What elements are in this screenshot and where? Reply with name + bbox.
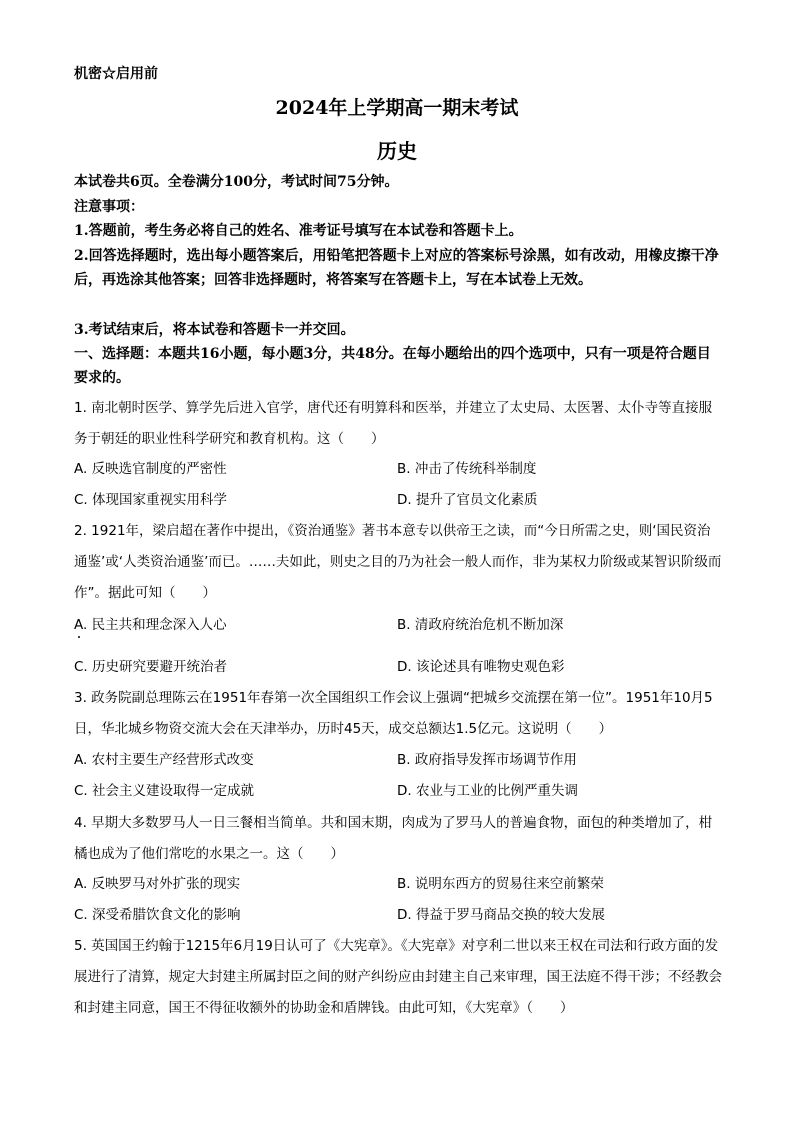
question-option: D. 得益于罗马商品交换的较大发展	[397, 907, 605, 923]
question-option: B. 清政府统治危机不断加深	[397, 617, 564, 633]
section-heading: 一、选择题：本题共16小题，每小题3分，共48分。在每小题给出的四个选项中，只有一项是符合题目要求的。	[74, 346, 711, 386]
note-item: 2.回答选择题时，选出每小题答案后，用铅笔把答题卡上对应的答案标号涂黑，如有改动，用橡皮擦干净后，再选涂其他答案；回答非选择题时，将答案写在答题卡上，写在本试卷上无效。	[74, 248, 719, 288]
question-stem: 2. 1921年，梁启超在著作中提出，《资治通鉴》著书本意专以供帝王之读，而“今日所需之史，则‘国民资治通鉴’或‘人类资治通鉴’而已。……夫如此，则史之目的乃为社会一般人而作，非为某权力阶级或某智识阶级而作”。据此可知（ ）	[74, 523, 722, 601]
question-option: D. 提升了官员文化素质	[397, 492, 538, 508]
question-stem: 1. 南北朝时医学、算学先后进入官学，唐代还有明算科和医举，并建立了太史局、太医署、太仆寺等直接服务于朝廷的职业性科学研究和教育机构。这（ ）	[74, 400, 713, 447]
question-option: D. 该论述具有唯物史观色彩	[397, 659, 565, 675]
question-option: C. 体现国家重视实用科学	[74, 492, 228, 508]
question-stem: 3. 政务院副总理陈云在1951年春第一次全国组织工作会议上强调“把城乡交流摆在第一位”。1951年10月5日，华北城乡物资交流大会在天津举办，历时45天，成交总额达1.5亿元。这说明（ ）	[74, 690, 713, 737]
question-stem: 4. 早期大多数罗马人一日三餐相当简单。共和国末期，肉成为了罗马人的普遍食物，面包的种类增加了，柑橘也成为了他们常吃的水果之一。这（ ）	[74, 815, 713, 862]
question-option: C. 社会主义建设取得一定成就	[74, 783, 255, 799]
question-option: B. 说明东西方的贸易往来空前繁荣	[397, 876, 604, 892]
question-option: A. 民主共和理念深入人心	[74, 617, 227, 633]
subject-title: 历史	[377, 139, 417, 163]
exam-intro: 本试卷共6页。全卷满分100分，考试时间75分钟。	[74, 174, 399, 190]
question-option: A. 反映罗马对外扩张的现实	[74, 876, 241, 892]
question-option: A. 反映选官制度的严密性	[74, 461, 227, 477]
question-option: D. 农业与工业的比例严重失调	[397, 783, 578, 799]
question-option: B. 冲击了传统科举制度	[397, 461, 537, 477]
question-option: B. 政府指导发挥市场调节作用	[397, 752, 577, 768]
note-item: 3.考试结束后，将本试卷和答题卡一并交回。	[74, 322, 355, 338]
note-item: 1.答题前，考生务必将自己的姓名、准考证号填写在本试卷和答题卡上。	[74, 223, 523, 239]
print-speck	[78, 636, 80, 638]
notes-title: 注意事项：	[74, 199, 144, 215]
exam-title: 2024年上学期高一期末考试	[275, 97, 519, 119]
confidential-label: 机密☆启用前	[74, 66, 158, 82]
question-stem: 5. 英国国王约翰于1215年6月19日认可了《大宪章》。《大宪章》对亨利二世以来王权在司法和行政方面的发展进行了清算，规定大封建主所属封臣之间的财产纠纷应由封建主自己来审理，国王法庭不得干涉；不经教会和封建主同意，国王不得征收额外的协助金和盾牌钱。由此可知，《大宪章》（ ）	[74, 938, 722, 1016]
question-option: C. 深受希腊饮食文化的影响	[74, 907, 241, 923]
question-option: C. 历史研究要避开统治者	[74, 659, 228, 675]
question-option: A. 农村主要生产经营形式改变	[74, 752, 254, 768]
